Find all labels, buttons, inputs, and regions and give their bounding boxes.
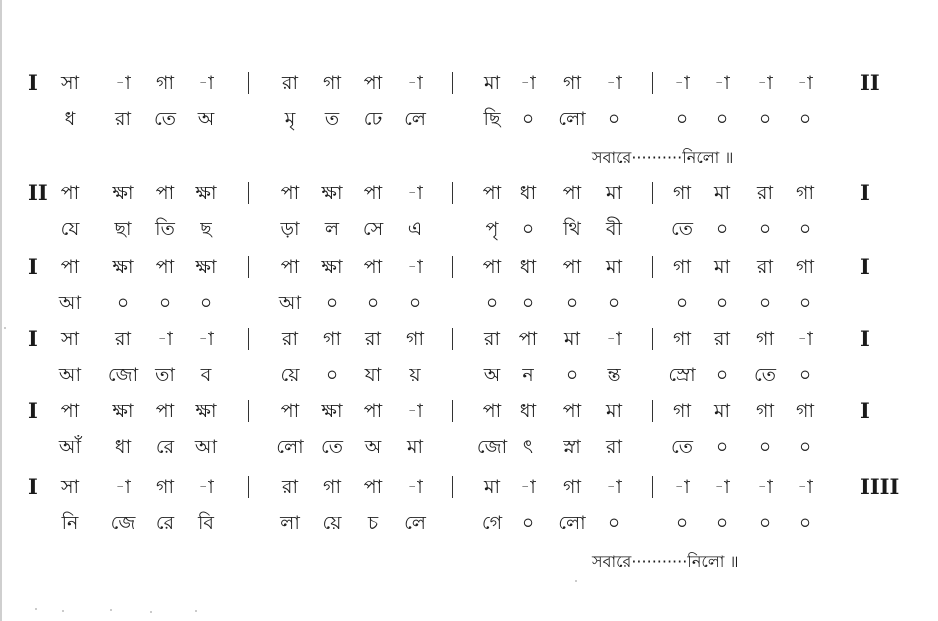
swara-note: মা [605,256,623,278]
swara-note: পা [363,182,383,204]
swara-note: গা [323,72,341,94]
swara-note: গা [323,328,341,350]
swara-note: রা [484,328,500,350]
lyrics-row [0,212,938,246]
swara-note: গা [796,182,814,204]
swara-note: গা [563,476,581,498]
lyric-syllable: স্না [563,436,581,458]
lyric-syllable: পৃ [485,218,499,240]
lyric-syllable: রা [115,108,131,130]
swara-note: গা [673,182,691,204]
lyric-syllable: ০ [607,292,621,314]
lyric-syllable: য় [409,364,421,386]
lyric-syllable: জো [476,436,508,458]
swara-note: -া [757,72,773,94]
swara-note: -া [520,72,536,94]
end-barline-mark: I [860,326,870,351]
scan-speck [35,608,37,610]
swara-note: মা [605,400,623,422]
lyric-syllable: ০ [565,292,579,314]
end-barline-mark: I [860,398,870,423]
measure-barline [452,182,453,204]
measure-barline [248,256,249,278]
lyric-syllable: ব [200,364,212,386]
lyrics-row [0,286,938,320]
lyric-syllable: অ [197,108,215,130]
swara-note: গা [673,328,691,350]
measure-barline [652,476,653,498]
swara-note: পা [280,182,300,204]
swara-note: মা [713,182,731,204]
measure-barline [248,476,249,498]
lyric-syllable: ০ [521,292,535,314]
swara-note: -া [797,328,813,350]
swara-note: পা [363,476,383,498]
swara-note: রা [282,72,298,94]
swara-note: পা [562,400,582,422]
swara-note: পা [482,182,502,204]
refrain-cue: সবারে··········নিলো ॥ [592,148,734,167]
end-barline-mark: I [860,180,870,205]
lyric-syllable: আ [58,292,82,314]
lyric-syllable: আ [58,364,82,386]
swara-note: রা [757,256,773,278]
lyric-syllable: ০ [798,364,812,386]
lyric-syllable: চ [367,512,379,534]
lyric-syllable: যা [364,364,382,386]
lyric-syllable: ০ [715,108,729,130]
measure-barline [248,182,249,204]
lyrics-row [0,358,938,392]
lyric-syllable: ০ [715,364,729,386]
swara-note: -া [198,72,214,94]
end-barline-mark: II [860,70,880,95]
swara-note: -া [407,256,423,278]
swara-note: মা [563,328,581,350]
swara-note: ধা [519,182,537,204]
swara-note: পা [562,256,582,278]
lyric-syllable: ০ [325,364,339,386]
lyric-syllable: বি [197,512,215,534]
lyric-syllable: এ [407,218,423,240]
swara-note: ক্ষা [321,182,343,204]
lyric-syllable: ০ [325,292,339,314]
swara-note: রা [115,328,131,350]
lyric-syllable: লো [558,512,586,534]
measure-barline [248,400,249,422]
swara-row [0,66,938,100]
measure-barline [652,256,653,278]
swara-note: -া [606,476,622,498]
lyric-syllable: অ [364,436,382,458]
lyric-syllable: লে [404,512,426,534]
swara-note: -া [115,476,131,498]
lyric-syllable: ০ [675,512,689,534]
lyric-syllable: ০ [521,512,535,534]
swara-note: পা [562,182,582,204]
lyric-syllable: ০ [715,512,729,534]
swara-note: -া [714,476,730,498]
lyric-syllable: লে [404,108,426,130]
swara-note: ধা [519,400,537,422]
lyric-syllable: তি [155,218,175,240]
swara-note: -া [157,328,173,350]
swara-row [0,394,938,428]
swara-note: রা [714,328,730,350]
swara-note: গা [756,400,774,422]
swara-note: ক্ষা [195,400,217,422]
lyric-syllable: আ [278,292,302,314]
lyric-syllable: ০ [758,512,772,534]
swara-note: মা [713,256,731,278]
swara-note: পা [280,256,300,278]
swara-note: পা [60,182,80,204]
swara-note: পা [60,400,80,422]
lyric-syllable: ঢে [363,108,383,130]
lyric-syllable: ০ [607,512,621,534]
scan-speck [110,609,112,611]
lyric-syllable: আ [194,436,218,458]
swara-note: -া [198,476,214,498]
start-barline-mark: I [28,326,38,351]
swara-note: -া [674,72,690,94]
lyric-syllable: ড়া [280,218,300,240]
swara-note: ধা [519,256,537,278]
swara-row [0,322,938,356]
lyric-syllable: তে [154,108,176,130]
measure-barline [452,72,453,94]
lyric-syllable: ০ [521,218,535,240]
swara-note: মা [605,182,623,204]
swara-note: ক্ষা [195,256,217,278]
swara-note: পা [482,256,502,278]
lyric-syllable: ০ [798,436,812,458]
swara-note: -া [797,476,813,498]
lyric-syllable: ন্ত [607,364,621,386]
scan-speck [150,611,152,613]
swara-note: সা [60,328,80,350]
swara-note: -া [198,328,214,350]
swara-note: -া [606,328,622,350]
measure-barline [652,328,653,350]
swara-note: -া [407,72,423,94]
swara-note: পা [363,72,383,94]
swara-note: ক্ষা [112,182,134,204]
swara-note: গা [756,328,774,350]
swara-note: মা [483,72,501,94]
lyric-syllable: ০ [607,108,621,130]
swara-note: গা [323,476,341,498]
swara-note: পা [155,182,175,204]
measure-barline [248,72,249,94]
swara-note: গা [406,328,424,350]
scan-speck [62,610,64,612]
measure-barline [452,400,453,422]
swara-row [0,470,938,504]
lyric-syllable: তে [671,218,693,240]
swara-note: -া [797,72,813,94]
measure-barline [452,256,453,278]
lyric-syllable: সে [362,218,384,240]
lyric-syllable: ০ [366,292,380,314]
lyrics-row [0,506,938,540]
swara-note: গা [796,400,814,422]
swara-note: মা [483,476,501,498]
lyric-syllable: ধা [114,436,132,458]
swara-note: পা [155,256,175,278]
lyric-syllable: নি [61,512,79,534]
swara-note: সা [60,476,80,498]
lyric-syllable: ০ [675,108,689,130]
swara-note: পা [363,400,383,422]
swara-note: ক্ষা [112,256,134,278]
lyric-syllable: ০ [798,512,812,534]
lyric-syllable: জো [107,364,139,386]
start-barline-mark: I [28,474,38,499]
swara-note: ক্ষা [195,182,217,204]
measure-barline [652,72,653,94]
swara-note: গা [156,476,174,498]
lyric-syllable: ০ [158,292,172,314]
scan-speck [195,610,197,612]
lyric-syllable: ছা [114,218,132,240]
swara-note: পা [482,400,502,422]
lyric-syllable: য়ে [280,364,300,386]
lyric-syllable: তে [321,436,343,458]
lyric-syllable: ত [324,108,340,130]
lyric-syllable: ধ [64,108,76,130]
lyric-syllable: ০ [798,292,812,314]
swara-note: সা [60,72,80,94]
start-barline-mark: I [28,254,38,279]
swara-note: গা [796,256,814,278]
start-barline-mark: I [28,70,38,95]
lyric-syllable: ০ [565,364,579,386]
lyric-syllable: লা [280,512,300,534]
measure-barline [652,400,653,422]
scan-speck [575,580,577,582]
lyric-syllable: রা [606,436,622,458]
lyric-syllable: তা [155,364,175,386]
swara-note: -া [407,182,423,204]
lyric-syllable: জে [110,512,136,534]
end-barline-mark: IIII [860,474,900,499]
lyric-syllable: লো [276,436,304,458]
lyric-syllable: মৃ [284,108,296,130]
lyric-syllable: ছি [483,108,501,130]
measure-barline [248,328,249,350]
measure-barline [652,182,653,204]
swara-note: রা [282,328,298,350]
swara-note: গা [673,256,691,278]
lyric-syllable: ০ [521,108,535,130]
lyric-syllable: অ [483,364,501,386]
lyric-syllable: ছ [200,218,212,240]
swara-note: পা [518,328,538,350]
swara-note: -া [674,476,690,498]
swara-note: গা [563,72,581,94]
swara-note: -া [714,72,730,94]
lyric-syllable: গে [481,512,503,534]
start-barline-mark: I [28,398,38,423]
lyric-syllable: ০ [116,292,130,314]
lyrics-row [0,430,938,464]
lyric-syllable: ০ [758,292,772,314]
swara-note: ক্ষা [321,256,343,278]
scan-speck [4,327,6,329]
lyric-syllable: তে [671,436,693,458]
lyric-syllable: ০ [408,292,422,314]
lyric-syllable: ০ [675,292,689,314]
swara-note: -া [407,476,423,498]
swara-note: মা [713,400,731,422]
swara-note: গা [673,400,691,422]
lyrics-row [0,102,938,136]
lyric-syllable: লো [558,108,586,130]
swara-note: রা [282,476,298,498]
swara-row [0,250,938,284]
lyric-syllable: ০ [758,108,772,130]
lyric-syllable: মা [406,436,424,458]
lyric-syllable: ল [324,218,340,240]
swara-note: গা [156,72,174,94]
lyric-syllable: রে [155,512,175,534]
lyric-syllable: ৎ [522,436,534,458]
swara-note: ক্ষা [321,400,343,422]
swara-note: পা [60,256,80,278]
swara-note: -া [757,476,773,498]
lyric-syllable: ০ [798,218,812,240]
lyric-syllable: রে [155,436,175,458]
refrain-cue: সবারে···········নিলো ॥ [592,552,739,571]
measure-barline [452,328,453,350]
lyric-syllable: ০ [715,292,729,314]
measure-barline [452,476,453,498]
lyric-syllable: য়ে [322,512,342,534]
lyric-syllable: তে [754,364,776,386]
lyric-syllable: স্রো [668,364,696,386]
swara-note: -া [606,72,622,94]
lyric-syllable: ০ [715,436,729,458]
swara-note: রা [365,328,381,350]
swara-note: রা [757,182,773,204]
lyric-syllable: ০ [798,108,812,130]
lyric-syllable: বী [605,218,623,240]
start-barline-mark: II [28,180,48,205]
end-barline-mark: I [860,254,870,279]
swara-note: পা [363,256,383,278]
swara-note: পা [280,400,300,422]
lyric-syllable: যে [60,218,80,240]
lyric-syllable: ন [522,364,534,386]
swara-note: ক্ষা [112,400,134,422]
lyric-syllable: থি [563,218,581,240]
lyric-syllable: ০ [485,292,499,314]
swara-note: -া [520,476,536,498]
lyric-syllable: ০ [758,218,772,240]
lyric-syllable: ০ [758,436,772,458]
swara-note: -া [407,400,423,422]
lyric-syllable: ০ [715,218,729,240]
lyric-syllable: আঁ [58,436,82,458]
swara-note: -া [115,72,131,94]
swara-note: পা [155,400,175,422]
swara-row [0,176,938,210]
lyric-syllable: ০ [199,292,213,314]
